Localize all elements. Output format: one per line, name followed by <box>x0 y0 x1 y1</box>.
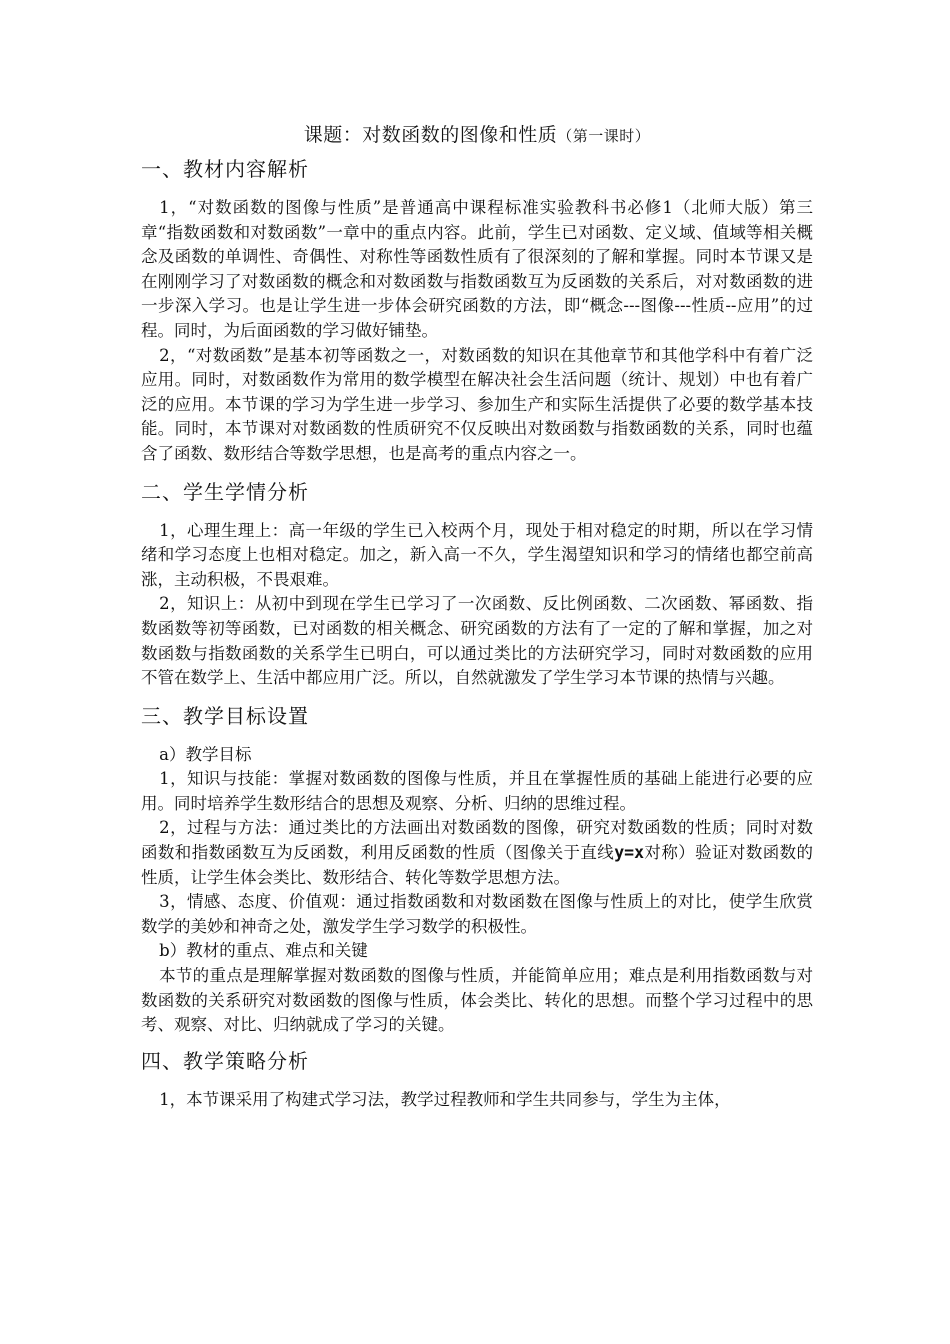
section-student-analysis <box>141 475 813 691</box>
paragraph-text: 对称）验证对数函数的性质，让学生体会类比、数形结合、转化等数学思想方法。 <box>141 843 814 887</box>
section-textbook-analysis <box>141 152 813 467</box>
document-title <box>141 118 813 152</box>
title-subtitle: （第一课时） <box>557 127 651 145</box>
paragraph: 本节的重点是理解掌握对数函数的图像与性质，并能简单应用；难点是利用指数函数与对数函数的关系研究对数函数的图像与性质，体会类比、转化的思想。而整个学习过程中的思考、观察、对比、归纳就成了学习的关键。 <box>141 966 813 1035</box>
paragraph: 1，心理生理上：高一年级的学生已入校两个月，现处于相对稳定的时期，所以在学习情绪和学习态度上也相对稳定。加之，新入高一不久，学生渴望知识和学习的情绪也都空前高涨，主动积极，不畏艰难。 <box>141 520 813 589</box>
paragraph-text: 2，过程与方法：通过类比的方法画出对数函数的图像，研究对数函数的性质；同时对数函数和指数函数互为反函数，利用反函数的性质（图像关于直线 <box>141 818 813 863</box>
sub-heading-objectives: a）教学目标 <box>159 744 252 764</box>
section-teaching-strategy <box>141 1044 813 1113</box>
document-page <box>141 118 813 1112</box>
paragraph: 3，情感、态度、价值观：通过指数函数和对数函数在图像与性质上的对比，使学生欣赏数学的美妙和神奇之处，激发学生学习数学的积极性。 <box>141 892 813 936</box>
section-heading: 四、教学策略分析 <box>141 1048 309 1073</box>
sub-heading-key-points: b）教材的重点、难点和关键 <box>159 941 368 961</box>
section-heading: 三、教学目标设置 <box>141 703 309 728</box>
paragraph: 2，“对数函数”是基本初等函数之一，对数函数的知识在其他章节和其他学科中有着广泛应用。同时，对数函数作为常用的数学模型在解决社会生活问题（统计、规划）中也有着广泛的应用。本节课的学习为学生进一步学习、参加生产和实际生活提供了必要的数学基本技能。同时，本节课对对数函数的性质研究不仅反映出对数函数与指数函数的关系，同时也蕴含了函数、数形结合等数学思想，也是高考的重点内容之一。 <box>141 345 813 463</box>
section-heading: 一、教材内容解析 <box>141 157 309 181</box>
formula: y=x <box>614 843 645 863</box>
paragraph: 2，知识上：从初中到现在学生已学习了一次函数、反比例函数、二次函数、幂函数、指数函数等初等函数，已对函数的相关概念、研究函数的方法有了一定的了解和掌握，加之对数函数与指数函数的关系学生已明白，可以通过类比的方法研究学习，同时对数函数的应用不管在数学上、生活中都应用广泛。所以，自然就激发了学生学习本节课的热情与兴趣。 <box>141 594 813 688</box>
paragraph-with-formula <box>141 816 813 890</box>
section-teaching-objectives <box>141 699 813 1038</box>
paragraph: 1，本节课采用了构建式学习法，教学过程教师和学生共同参与，学生为主体， <box>159 1089 731 1109</box>
title-main: 课题：对数函数的图像和性质 <box>303 124 558 146</box>
paragraph: 1，“对数函数的图像与性质”是普通高中课程标准实验教科书必修1（北师大版）第三章“指数函数和对数函数”一章中的重点内容。此前，学生已对函数、定义域、值域等相关概念及函数的单调性、奇偶性、对称性等函数性质有了很深刻的了解和掌握。同时本节课又是在刚刚学习了对数函数的概念和对数函数与指数函数互为反函数的关系后，对对数函数的进一步深入学习。也是让学生进一步体会研究函数的方法，即“概念---图像---性质--应用”的过程。同时，为后面函数的学习做好铺垫。 <box>141 198 813 340</box>
paragraph: 1，知识与技能：掌握对数函数的图像与性质，并且在掌握性质的基础上能进行必要的应用。同时培养学生数形结合的思想及观察、分析、归纳的思维过程。 <box>141 769 813 813</box>
section-heading: 二、学生学情分析 <box>141 479 309 504</box>
